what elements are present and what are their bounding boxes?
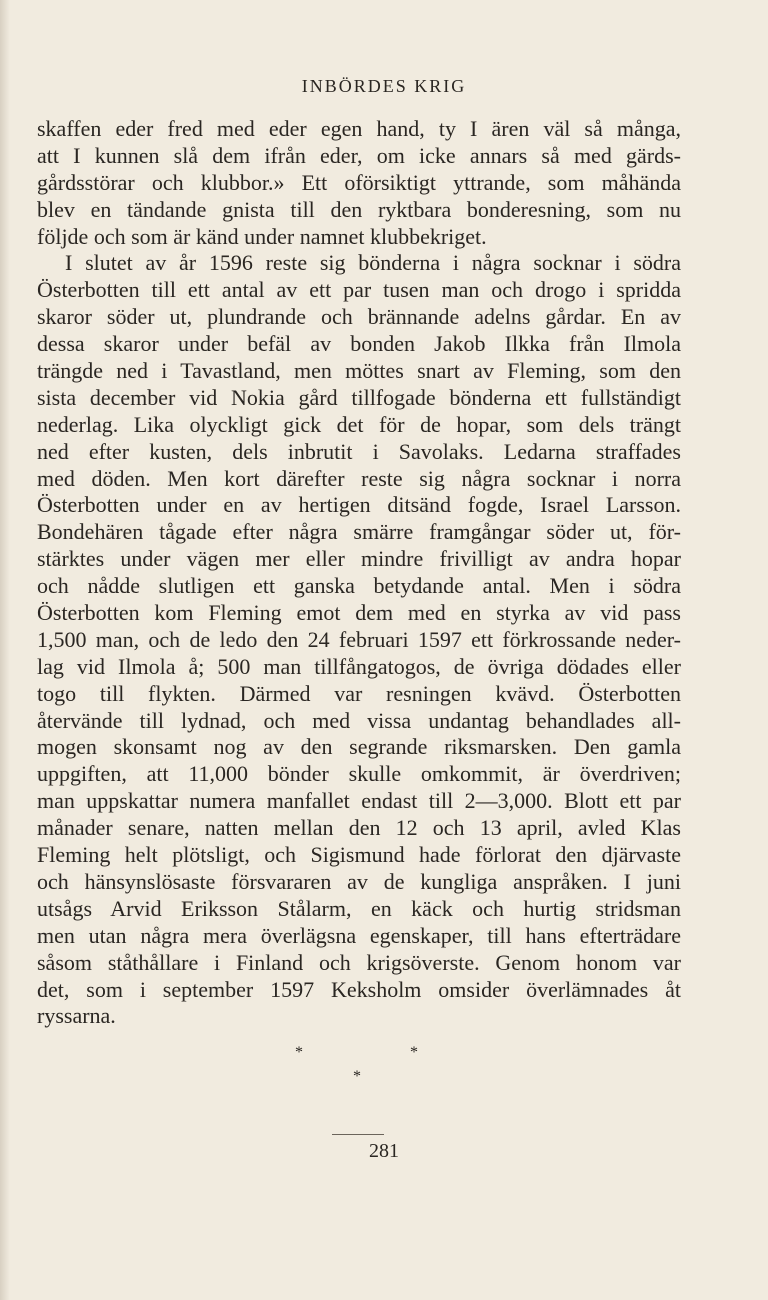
text-line: stärktes under vägen mer eller mindre frivilligt av andra hopar (37, 546, 681, 572)
text-line: men utan några mera överlägsna egenskaper, till hans efterträdare (37, 922, 681, 948)
text-line: I slutet av år 1596 reste sig bönderna i några socknar i södra (65, 250, 681, 276)
body-text (37, 116, 681, 1030)
text-line: och nådde slutligen ett ganska betydande antal. Men i södra (37, 573, 681, 599)
text-line: Bondehären tågade efter några smärre framgångar söder ut, för- (37, 519, 681, 545)
text-line: gårdsstörar och klubbor.» Ett oförsiktigt yttrande, som måhända (37, 169, 681, 195)
text-line: såsom ståthållare i Finland och krigsöverste. Genom honom var (37, 949, 681, 975)
text-line: nederlag. Lika olyckligt gick det för de hopar, som dels trängt (37, 411, 681, 437)
text-line: Fleming helt plötsligt, och Sigismund hade förlorat den djärvaste (37, 842, 681, 868)
text-line: trängde ned i Tavastland, men möttes snart av Fleming, som den (37, 358, 681, 384)
section-break-asterism (0, 1044, 768, 1084)
text-line: skaffen eder fred med eder egen hand, ty I ären väl så många, (37, 116, 681, 141)
text-line: 1,500 man, och de ledo den 24 februari 1597 ett förkrossande neder- (37, 626, 681, 652)
text-line: sista december vid Nokia gård tillfogade bönderna ett fullständigt (37, 384, 681, 410)
text-line: månader senare, natten mellan den 12 och 13 april, avled Klas (37, 815, 681, 841)
text-line: Österbotten kom Fleming emot dem med en styrka av vid pass (37, 600, 681, 626)
text-line: ned efter kusten, dels inbrutit i Savolaks. Ledarna straffades (37, 438, 681, 464)
text-line: man uppskattar numera manfallet endast till 2—3,000. Blott ett par (37, 788, 681, 814)
text-line: med döden. Men kort därefter reste sig några socknar i norra (37, 465, 681, 491)
page-number: 281 (369, 1140, 399, 1162)
text-line: mogen skonsamt nog av den segrande riksmarsken. Den gamla (37, 734, 681, 760)
text-line: skaror söder ut, plundrande och brännande adelns gårdar. En av (37, 304, 681, 330)
text-line: och hänsynslösaste försvararen av de kungliga anspråken. I juni (37, 868, 681, 894)
text-line: lag vid Ilmola å; 500 man tillfångatogos, de övriga dödades eller (37, 653, 681, 679)
text-line: utsågs Arvid Eriksson Stålarm, en käck och hurtig stridsman (37, 895, 681, 921)
page-edge-shadow (0, 0, 10, 1300)
asterisk-ornament: * (410, 1044, 418, 1061)
text-line: Österbotten till ett antal av ett par tusen man och drogo i spridda (37, 277, 681, 303)
text-line: togo till flykten. Därmed var resningen kvävd. Österbotten (37, 680, 681, 706)
footer-rule (332, 1134, 384, 1135)
running-head: INBÖRDES KRIG (301, 76, 467, 96)
text-line: Österbotten under en av hertigen ditsänd fogde, Israel Larsson. (37, 492, 681, 518)
text-line: blev en tändande gnista till den ryktbara bonderesning, som nu (37, 196, 681, 222)
text-line: det, som i september 1597 Keksholm omsider överlämnades åt (37, 976, 681, 1002)
text-line: ryssarna. (37, 1003, 116, 1029)
asterisk-ornament: * (353, 1068, 361, 1085)
text-line: återvände till lydnad, och med vissa undantag behandlades all- (37, 707, 681, 733)
asterisk-ornament: * (295, 1044, 303, 1061)
text-line: uppgiften, att 11,000 bönder skulle omkommit, är överdriven; (37, 761, 681, 787)
text-line: att I kunnen slå dem ifrån eder, om icke annars så med gärds- (37, 142, 681, 168)
text-line: dessa skaror under befäl av bonden Jakob Ilkka från Ilmola (37, 331, 681, 357)
text-line: följde och som är känd under namnet klubbekriget. (37, 223, 487, 249)
